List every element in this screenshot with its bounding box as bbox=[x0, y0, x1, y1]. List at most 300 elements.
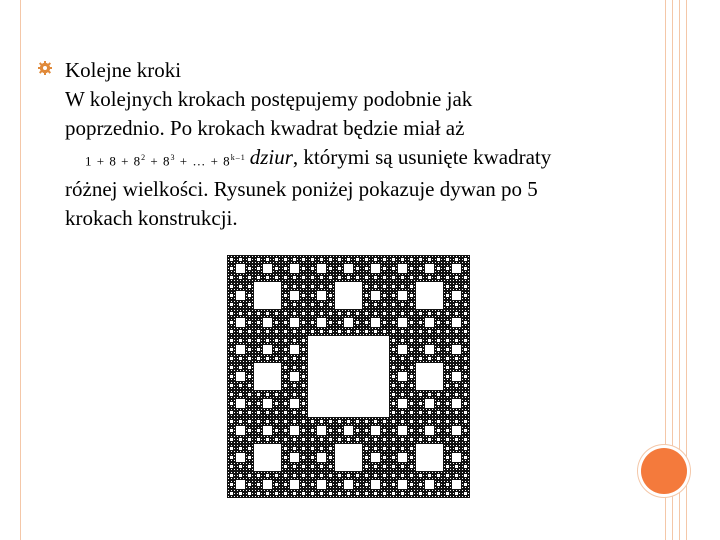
carpet-hole bbox=[387, 430, 388, 431]
carpet-hole bbox=[297, 304, 298, 305]
carpet-hole bbox=[243, 361, 244, 362]
carpet-hole bbox=[411, 400, 412, 401]
carpet-hole bbox=[414, 259, 415, 260]
carpet-hole bbox=[234, 484, 235, 485]
carpet-hole bbox=[297, 490, 298, 491]
carpet-hole bbox=[291, 409, 292, 410]
carpet-hole bbox=[306, 391, 307, 392]
carpet-hole bbox=[414, 415, 415, 416]
carpet-hole bbox=[228, 322, 229, 323]
carpet-hole bbox=[279, 310, 280, 311]
carpet-hole bbox=[321, 445, 322, 446]
carpet-hole bbox=[273, 490, 274, 491]
carpet-hole bbox=[393, 316, 394, 317]
carpet-hole bbox=[252, 283, 253, 284]
carpet-hole bbox=[329, 303, 332, 306]
carpet-hole bbox=[390, 457, 391, 458]
carpet-hole bbox=[297, 439, 298, 440]
carpet-hole bbox=[423, 487, 424, 488]
carpet-hole bbox=[462, 367, 463, 368]
carpet-hole bbox=[408, 283, 409, 284]
carpet-hole bbox=[246, 442, 247, 443]
carpet-hole bbox=[285, 355, 286, 356]
carpet-hole bbox=[249, 256, 250, 257]
carpet-hole bbox=[414, 496, 415, 497]
carpet-hole bbox=[447, 379, 448, 380]
carpet-hole bbox=[423, 493, 424, 494]
carpet-hole bbox=[291, 340, 292, 341]
carpet-hole bbox=[261, 334, 262, 335]
carpet-hole bbox=[450, 334, 451, 335]
carpet-hole bbox=[315, 433, 316, 434]
carpet-hole bbox=[267, 472, 268, 473]
carpet-hole bbox=[462, 346, 463, 347]
carpet-hole bbox=[384, 478, 385, 479]
carpet-hole bbox=[311, 303, 314, 306]
carpet-hole bbox=[441, 271, 442, 272]
carpet-hole bbox=[248, 312, 251, 315]
carpet-hole bbox=[264, 496, 265, 497]
carpet-hole bbox=[423, 337, 424, 338]
carpet-hole bbox=[228, 262, 229, 263]
carpet-hole bbox=[243, 385, 244, 386]
carpet-hole bbox=[378, 280, 379, 281]
carpet-hole bbox=[246, 412, 247, 413]
carpet-hole bbox=[282, 394, 283, 395]
carpet-hole bbox=[423, 340, 424, 341]
carpet-hole bbox=[309, 334, 310, 335]
carpet-hole bbox=[315, 469, 316, 470]
carpet-hole bbox=[321, 274, 322, 275]
carpet-hole bbox=[444, 451, 445, 452]
carpet-hole bbox=[438, 433, 439, 434]
carpet-hole bbox=[468, 496, 469, 497]
carpet-hole bbox=[465, 361, 466, 362]
carpet-hole bbox=[414, 385, 415, 386]
carpet-hole bbox=[444, 433, 445, 434]
carpet-hole bbox=[237, 367, 238, 368]
carpet-hole bbox=[365, 456, 368, 459]
carpet-hole bbox=[369, 472, 370, 473]
carpet-hole bbox=[444, 337, 445, 338]
carpet-hole bbox=[248, 474, 251, 477]
carpet-hole bbox=[444, 457, 445, 458]
carpet-hole bbox=[312, 472, 313, 473]
carpet-hole bbox=[417, 310, 418, 311]
carpet-hole bbox=[311, 267, 314, 270]
carpet-hole bbox=[393, 481, 394, 482]
carpet-hole bbox=[453, 280, 454, 281]
carpet-hole bbox=[330, 463, 331, 464]
carpet-hole bbox=[318, 418, 319, 419]
carpet-hole bbox=[237, 370, 238, 371]
carpet-hole bbox=[249, 289, 250, 290]
carpet-hole bbox=[306, 358, 307, 359]
carpet-hole bbox=[273, 412, 274, 413]
carpet-hole bbox=[327, 322, 328, 323]
carpet-hole bbox=[381, 496, 382, 497]
carpet-hole bbox=[435, 427, 436, 428]
carpet-hole bbox=[261, 316, 262, 317]
carpet-hole bbox=[285, 460, 286, 461]
carpet-hole bbox=[459, 331, 460, 332]
carpet-hole bbox=[276, 442, 277, 443]
carpet-hole bbox=[392, 321, 395, 324]
carpet-hole bbox=[411, 307, 412, 308]
carpet-hole bbox=[321, 496, 322, 497]
carpet-hole bbox=[363, 487, 364, 488]
carpet-hole bbox=[465, 343, 466, 344]
carpet-hole bbox=[257, 492, 260, 495]
carpet-hole bbox=[453, 478, 454, 479]
carpet-hole bbox=[393, 490, 394, 491]
carpet-hole bbox=[309, 262, 310, 263]
carpet-hole bbox=[306, 286, 307, 287]
carpet-hole bbox=[249, 382, 250, 383]
carpet-hole bbox=[360, 271, 361, 272]
carpet-hole bbox=[450, 382, 451, 383]
carpet-hole bbox=[303, 460, 304, 461]
carpet-hole bbox=[254, 444, 281, 471]
carpet-hole bbox=[441, 478, 442, 479]
carpet-hole bbox=[408, 310, 409, 311]
decorative-circle bbox=[641, 448, 687, 494]
carpet-hole bbox=[465, 346, 466, 347]
carpet-hole bbox=[288, 391, 289, 392]
carpet-hole bbox=[255, 310, 256, 311]
carpet-hole bbox=[363, 265, 364, 266]
carpet-hole bbox=[282, 472, 283, 473]
carpet-hole bbox=[300, 334, 301, 335]
carpet-hole bbox=[392, 492, 395, 495]
carpet-hole bbox=[320, 312, 323, 315]
carpet-hole bbox=[237, 274, 238, 275]
carpet-hole bbox=[302, 492, 305, 495]
carpet-hole bbox=[303, 478, 304, 479]
carpet-hole bbox=[447, 337, 448, 338]
carpet-hole bbox=[276, 274, 277, 275]
carpet-hole bbox=[297, 259, 298, 260]
carpet-hole bbox=[324, 493, 325, 494]
carpet-hole bbox=[240, 334, 241, 335]
carpet-hole bbox=[246, 346, 247, 347]
carpet-hole bbox=[459, 445, 460, 446]
carpet-hole bbox=[447, 292, 448, 293]
carpet-hole bbox=[237, 388, 238, 389]
carpet-hole bbox=[318, 328, 319, 329]
carpet-hole bbox=[338, 474, 341, 477]
carpet-hole bbox=[300, 436, 301, 437]
carpet-hole bbox=[378, 328, 379, 329]
carpet-hole bbox=[432, 361, 433, 362]
carpet-hole bbox=[369, 295, 370, 296]
carpet-hole bbox=[306, 427, 307, 428]
carpet-hole bbox=[270, 391, 271, 392]
carpet-hole bbox=[465, 289, 466, 290]
carpet-hole bbox=[248, 465, 251, 468]
carpet-hole bbox=[345, 274, 346, 275]
carpet-hole bbox=[435, 403, 436, 404]
carpet-hole bbox=[432, 424, 433, 425]
carpet-hole bbox=[302, 402, 305, 405]
carpet-hole bbox=[230, 375, 233, 378]
carpet-hole bbox=[408, 358, 409, 359]
carpet-hole bbox=[288, 445, 289, 446]
carpet-hole bbox=[411, 262, 412, 263]
carpet-hole bbox=[387, 304, 388, 305]
carpet-hole bbox=[447, 343, 448, 344]
carpet-hole bbox=[248, 402, 251, 405]
carpet-hole bbox=[261, 268, 262, 269]
carpet-hole bbox=[330, 436, 331, 437]
carpet-hole bbox=[399, 334, 400, 335]
carpet-hole bbox=[429, 496, 430, 497]
carpet-hole bbox=[435, 481, 436, 482]
carpet-hole bbox=[390, 433, 391, 434]
carpet-hole bbox=[288, 406, 289, 407]
carpet-hole bbox=[405, 277, 406, 278]
carpet-hole bbox=[456, 307, 457, 308]
carpet-hole bbox=[360, 433, 361, 434]
carpet-hole bbox=[420, 436, 421, 437]
carpet-hole bbox=[456, 496, 457, 497]
carpet-hole bbox=[243, 388, 244, 389]
carpet-hole bbox=[279, 439, 280, 440]
carpet-hole bbox=[246, 487, 247, 488]
carpet-hole bbox=[408, 442, 409, 443]
carpet-hole bbox=[339, 328, 340, 329]
carpet-hole bbox=[456, 355, 457, 356]
carpet-hole bbox=[240, 337, 241, 338]
carpet-hole bbox=[411, 256, 412, 257]
carpet-hole bbox=[453, 463, 454, 464]
carpet-hole bbox=[468, 373, 469, 374]
carpet-hole bbox=[390, 262, 391, 263]
carpet-hole bbox=[333, 265, 334, 266]
carpet-hole bbox=[360, 310, 361, 311]
carpet-hole bbox=[273, 415, 274, 416]
carpet-hole bbox=[405, 286, 406, 287]
carpet-hole bbox=[252, 409, 253, 410]
carpet-hole bbox=[396, 412, 397, 413]
carpet-hole bbox=[333, 292, 334, 293]
carpet-hole bbox=[468, 385, 469, 386]
carpet-hole bbox=[279, 349, 280, 350]
carpet-hole bbox=[243, 421, 244, 422]
carpet-hole bbox=[309, 289, 310, 290]
carpet-hole bbox=[336, 277, 337, 278]
carpet-hole bbox=[399, 478, 400, 479]
carpet-hole bbox=[426, 412, 427, 413]
carpet-hole bbox=[393, 379, 394, 380]
carpet-hole bbox=[405, 385, 406, 386]
carpet-hole bbox=[276, 334, 277, 335]
carpet-hole bbox=[333, 334, 334, 335]
carpet-hole bbox=[423, 310, 424, 311]
carpet-hole bbox=[300, 469, 301, 470]
carpet-hole bbox=[273, 481, 274, 482]
carpet-hole bbox=[450, 259, 451, 260]
carpet-hole bbox=[462, 463, 463, 464]
carpet-hole bbox=[378, 274, 379, 275]
carpet-hole bbox=[423, 406, 424, 407]
carpet-hole bbox=[327, 292, 328, 293]
carpet-hole bbox=[246, 304, 247, 305]
carpet-hole bbox=[306, 298, 307, 299]
carpet-hole bbox=[342, 319, 343, 320]
carpet-hole bbox=[300, 367, 301, 368]
carpet-hole bbox=[267, 337, 268, 338]
carpet-hole bbox=[419, 402, 422, 405]
carpet-hole bbox=[327, 289, 328, 290]
carpet-hole bbox=[312, 262, 313, 263]
carpet-hole bbox=[465, 388, 466, 389]
carpet-hole bbox=[438, 256, 439, 257]
carpet-hole bbox=[408, 307, 409, 308]
carpet-hole bbox=[455, 339, 458, 342]
carpet-hole bbox=[275, 312, 278, 315]
carpet-hole bbox=[303, 307, 304, 308]
carpet-hole bbox=[401, 312, 404, 315]
carpet-hole bbox=[446, 312, 449, 315]
carpet-hole bbox=[414, 388, 415, 389]
carpet-hole bbox=[398, 480, 407, 489]
carpet-hole bbox=[437, 411, 440, 414]
carpet-hole bbox=[408, 385, 409, 386]
carpet-hole bbox=[261, 358, 262, 359]
carpet-hole bbox=[279, 412, 280, 413]
carpet-hole bbox=[306, 292, 307, 293]
carpet-hole bbox=[348, 478, 349, 479]
carpet-hole bbox=[399, 370, 400, 371]
carpet-hole bbox=[282, 412, 283, 413]
carpet-hole bbox=[456, 418, 457, 419]
carpet-hole bbox=[338, 312, 341, 315]
carpet-hole bbox=[243, 328, 244, 329]
carpet-hole bbox=[393, 382, 394, 383]
carpet-hole bbox=[392, 294, 395, 297]
carpet-hole bbox=[333, 484, 334, 485]
carpet-hole bbox=[408, 466, 409, 467]
carpet-hole bbox=[408, 280, 409, 281]
carpet-hole bbox=[318, 274, 319, 275]
carpet-hole bbox=[393, 352, 394, 353]
carpet-hole bbox=[420, 481, 421, 482]
carpet-hole bbox=[284, 393, 287, 396]
carpet-hole bbox=[387, 259, 388, 260]
carpet-hole bbox=[306, 493, 307, 494]
carpet-hole bbox=[450, 271, 451, 272]
carpet-hole bbox=[336, 265, 337, 266]
carpet-hole bbox=[237, 475, 238, 476]
carpet-hole bbox=[462, 334, 463, 335]
carpet-hole bbox=[270, 331, 271, 332]
carpet-hole bbox=[420, 424, 421, 425]
carpet-hole bbox=[437, 474, 440, 477]
carpet-hole bbox=[393, 451, 394, 452]
carpet-hole bbox=[453, 469, 454, 470]
carpet-hole bbox=[315, 265, 316, 266]
carpet-hole bbox=[360, 280, 361, 281]
carpet-hole bbox=[249, 307, 250, 308]
carpet-hole bbox=[369, 316, 370, 317]
carpet-hole bbox=[234, 388, 235, 389]
carpet-hole bbox=[294, 436, 295, 437]
carpet-hole bbox=[426, 316, 427, 317]
carpet-hole bbox=[429, 424, 430, 425]
carpet-hole bbox=[330, 289, 331, 290]
carpet-hole bbox=[435, 322, 436, 323]
carpet-hole bbox=[438, 436, 439, 437]
carpet-hole bbox=[444, 259, 445, 260]
carpet-hole bbox=[330, 496, 331, 497]
carpet-hole bbox=[252, 490, 253, 491]
carpet-hole bbox=[306, 373, 307, 374]
carpet-hole bbox=[303, 373, 304, 374]
carpet-hole bbox=[282, 475, 283, 476]
carpet-hole bbox=[429, 478, 430, 479]
carpet-hole bbox=[414, 460, 415, 461]
carpet-hole bbox=[342, 331, 343, 332]
carpet-hole bbox=[468, 334, 469, 335]
carpet-hole bbox=[369, 262, 370, 263]
carpet-hole bbox=[462, 415, 463, 416]
carpet-hole bbox=[392, 357, 395, 360]
carpet-hole bbox=[351, 472, 352, 473]
carpet-hole bbox=[300, 283, 301, 284]
carpet-hole bbox=[306, 400, 307, 401]
carpet-hole bbox=[300, 268, 301, 269]
carpet-hole bbox=[237, 412, 238, 413]
carpet-hole bbox=[462, 481, 463, 482]
carpet-hole bbox=[327, 445, 328, 446]
carpet-hole bbox=[417, 277, 418, 278]
carpet-hole bbox=[264, 256, 265, 257]
carpet-hole bbox=[390, 322, 391, 323]
carpet-hole bbox=[327, 493, 328, 494]
carpet-hole bbox=[410, 420, 413, 423]
carpet-hole bbox=[446, 285, 449, 288]
carpet-hole bbox=[282, 358, 283, 359]
carpet-hole bbox=[468, 358, 469, 359]
carpet-hole bbox=[270, 358, 271, 359]
carpet-hole bbox=[383, 330, 386, 333]
carpet-hole bbox=[410, 375, 413, 378]
carpet-hole bbox=[416, 444, 443, 471]
carpet-hole bbox=[273, 472, 274, 473]
carpet-hole bbox=[396, 460, 397, 461]
carpet-hole bbox=[279, 355, 280, 356]
carpet-hole bbox=[243, 472, 244, 473]
carpet-hole bbox=[237, 478, 238, 479]
carpet-hole bbox=[444, 262, 445, 263]
carpet-hole bbox=[441, 352, 442, 353]
carpet-hole bbox=[444, 484, 445, 485]
carpet-hole bbox=[435, 271, 436, 272]
carpet-hole bbox=[408, 271, 409, 272]
carpet-hole bbox=[324, 436, 325, 437]
carpet-hole bbox=[468, 484, 469, 485]
carpet-hole bbox=[450, 484, 451, 485]
carpet-hole bbox=[303, 265, 304, 266]
carpet-hole bbox=[318, 451, 319, 452]
carpet-hole bbox=[401, 357, 404, 360]
carpet-hole bbox=[450, 433, 451, 434]
carpet-hole bbox=[455, 276, 458, 279]
carpet-hole bbox=[276, 424, 277, 425]
carpet-hole bbox=[360, 436, 361, 437]
carpet-hole bbox=[264, 493, 265, 494]
